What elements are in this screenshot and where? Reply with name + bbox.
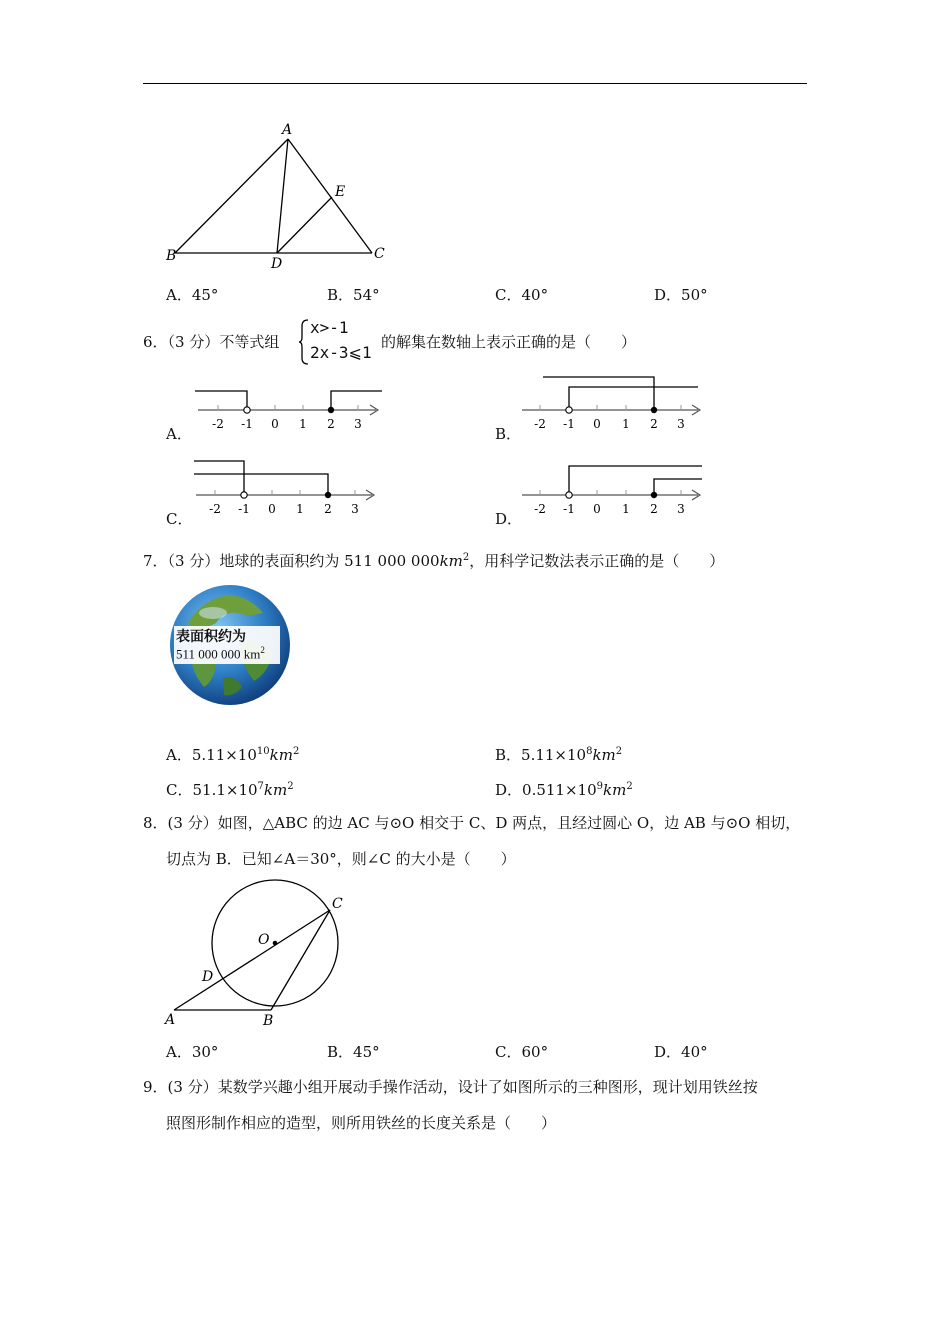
- q6-option-d-letter[interactable]: D．: [495, 510, 523, 528]
- q7-option-b[interactable]: [495, 742, 622, 765]
- tick-label: 0: [271, 417, 279, 431]
- tick-label: 2: [650, 502, 658, 516]
- number-line-a[interactable]: [190, 380, 385, 435]
- option-unit-sup: 2: [626, 781, 633, 792]
- label-O: O: [258, 932, 270, 948]
- q5-option-d[interactable]: D．50°: [654, 286, 708, 304]
- globe-caption-line-2: [176, 645, 265, 662]
- number-line-d[interactable]: [518, 455, 708, 520]
- q6-option-a-letter[interactable]: A．: [166, 425, 192, 443]
- globe-caption-value: 511 000 000 km: [176, 646, 261, 662]
- circle-tangent-figure-q8: [160, 878, 360, 1033]
- tick-label: -2: [534, 502, 546, 516]
- inequality-line-1: x>-1: [310, 318, 349, 337]
- q6-option-c-letter[interactable]: C．: [166, 510, 193, 528]
- tick-label: 1: [296, 502, 304, 516]
- tick-label: -2: [534, 417, 546, 431]
- q8-option-d[interactable]: D．40°: [654, 1043, 708, 1061]
- option-coef: 5.11×10: [191, 746, 257, 764]
- number-line-c[interactable]: [190, 455, 380, 520]
- triangle-figure-q5: [160, 118, 390, 274]
- tick-label: 2: [327, 417, 335, 431]
- option-exp: 10: [256, 746, 270, 757]
- q6-suffix: 的解集在数轴上表示正确的是（ ）: [381, 333, 637, 351]
- q8-question-line-1: 8．(3 分）如图，△ABC 的边 AC 与⊙O 相交于 C、D 两点，且经过圆心 O，边 AB 与⊙O 相切，: [143, 814, 801, 832]
- q8-option-c[interactable]: C．60°: [495, 1043, 549, 1061]
- label-C: C: [332, 896, 343, 912]
- option-letter: B．: [495, 746, 522, 764]
- option-coef: 51.1×10: [192, 781, 258, 799]
- option-exp: 8: [586, 746, 593, 757]
- q9-question-line-1: 9．(3 分）某数学兴趣小组开展动手操作活动，设计了如图所示的三种图形，现计划用铁丝按: [143, 1078, 758, 1096]
- option-letter: C．: [166, 781, 193, 799]
- tick-label: -1: [241, 417, 253, 431]
- q8-option-a[interactable]: A．30°: [166, 1043, 219, 1061]
- label-D: D: [202, 969, 214, 985]
- q7-option-a[interactable]: [166, 742, 299, 765]
- option-letter: A．: [166, 746, 192, 764]
- q5-option-a[interactable]: A．45°: [166, 286, 219, 304]
- number-line-b[interactable]: [518, 370, 708, 435]
- q9-question-line-2: 照图形制作相应的造型，则所用铁丝的长度关系是（ ）: [166, 1114, 557, 1132]
- q5-option-c[interactable]: C．40°: [495, 286, 549, 304]
- q7-question: [143, 548, 724, 571]
- q5-option-b[interactable]: B．54°: [327, 286, 380, 304]
- q8-question-line-2: 切点为 B．已知∠A＝30°，则∠C 的大小是（ ）: [166, 850, 516, 868]
- inequality-system: [298, 318, 380, 366]
- label-C: C: [374, 246, 385, 262]
- tick-label: -2: [212, 417, 224, 431]
- header-rule: [143, 83, 807, 84]
- option-coef: 5.11×10: [521, 746, 587, 764]
- q6-prefix: 6．（3 分）不等式组: [143, 333, 280, 351]
- globe-caption: [174, 626, 280, 664]
- tick-label: -1: [563, 417, 575, 431]
- tick-label: 1: [622, 502, 630, 516]
- label-B: B: [166, 248, 177, 264]
- tick-label: 2: [324, 502, 332, 516]
- label-A: A: [282, 122, 293, 138]
- q7-unit: km: [439, 552, 463, 570]
- tick-label: 2: [650, 417, 658, 431]
- tick-label: 0: [593, 417, 601, 431]
- tick-label: -1: [238, 502, 250, 516]
- tick-label: -1: [563, 502, 575, 516]
- tick-label: 0: [268, 502, 276, 516]
- q7-option-c[interactable]: [166, 777, 294, 800]
- option-unit: km: [263, 781, 288, 799]
- option-coef: 0.511×10: [522, 781, 597, 799]
- option-unit: km: [269, 746, 293, 764]
- option-unit-sup: 2: [615, 746, 623, 757]
- option-unit-sup: 2: [287, 781, 294, 792]
- option-exp: 7: [257, 781, 264, 792]
- tick-label: 1: [622, 417, 630, 431]
- q6-option-b-letter[interactable]: B．: [495, 425, 522, 443]
- label-D: D: [271, 256, 283, 272]
- label-A: A: [165, 1012, 176, 1028]
- option-unit-sup: 2: [292, 746, 300, 757]
- option-letter: D．: [495, 781, 523, 799]
- globe-caption-line-1: 表面积约为: [176, 629, 246, 645]
- tick-label: 3: [677, 417, 685, 431]
- label-E: E: [335, 184, 346, 200]
- brace-icon: [298, 318, 310, 366]
- tick-label: 3: [351, 502, 359, 516]
- q7-text-before: 7．（3 分）地球的表面积约为 511 000 000: [143, 552, 440, 570]
- tick-label: 3: [677, 502, 685, 516]
- globe-caption-sup: 2: [260, 645, 265, 655]
- option-exp: 9: [596, 781, 604, 792]
- tick-label: 0: [593, 502, 601, 516]
- q7-text-after: ，用科学记数法表示正确的是（ ）: [469, 552, 725, 570]
- q7-option-d[interactable]: [495, 777, 633, 800]
- option-unit: km: [603, 781, 627, 799]
- tick-label: -2: [209, 502, 221, 516]
- option-unit: km: [592, 746, 616, 764]
- q8-option-b[interactable]: B．45°: [327, 1043, 380, 1061]
- tick-label: 1: [299, 417, 307, 431]
- q7-unit-sup: 2: [462, 552, 470, 563]
- label-B: B: [263, 1013, 274, 1029]
- inequality-line-2: 2x-3⩽1: [310, 343, 372, 362]
- tick-label: 3: [354, 417, 362, 431]
